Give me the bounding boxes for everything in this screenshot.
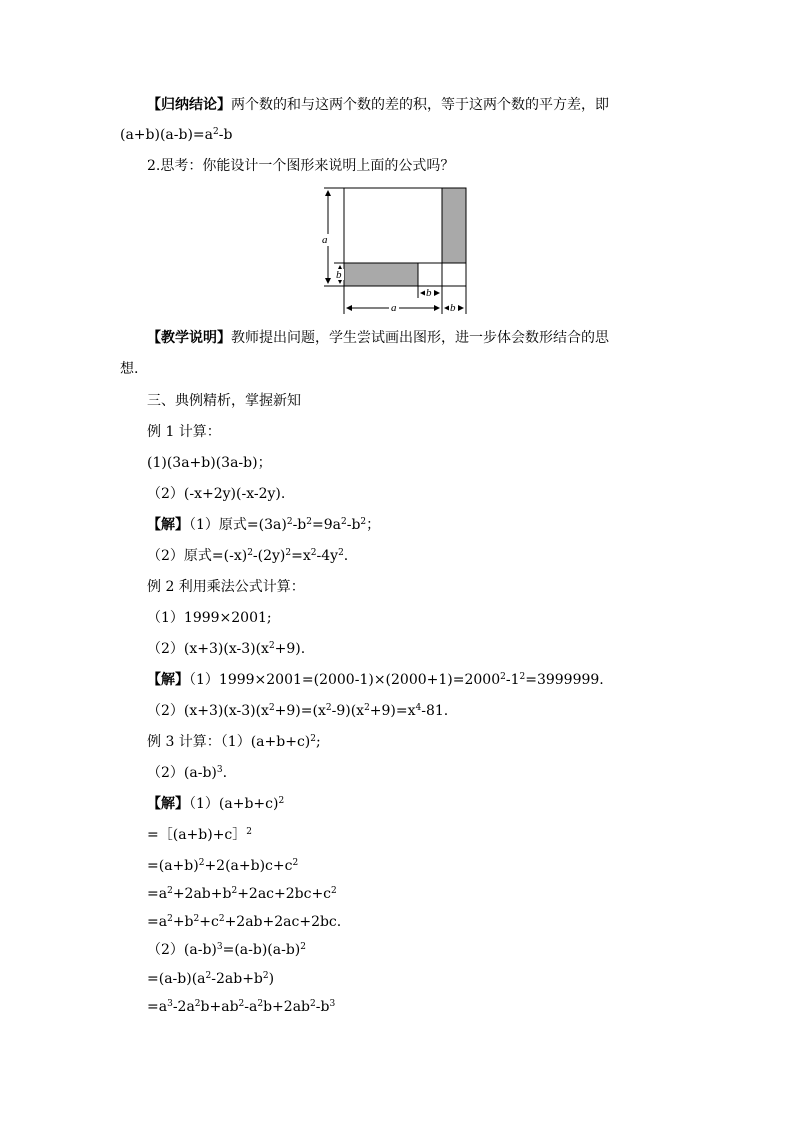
- example3-solution-2: $(2)(a-b)^3=(a-b)(a-b)^2$: [147, 942, 306, 958]
- section-title: 三、典例精析，掌握新知: [147, 393, 301, 409]
- example3-step-7: $=(a-b)(a^2-2ab+b^2)$: [147, 971, 275, 987]
- example3-title: 例 3 计算：$(1)(a+b+c)^2$;: [147, 734, 321, 750]
- example3-step-3: $=(a+b)^2+2(a+b)c+c^2$: [147, 858, 299, 874]
- label-a-horizontal: a: [391, 302, 397, 314]
- conclusion-line: [147, 96, 609, 114]
- example1-solution-2: （2）原式$=(-x)^2-(2y)^2=x^2-4y^2$.: [147, 548, 349, 564]
- example2-solution-1: 【解】$(1)1999\times 2001=(2000-1)\times(2000+1)=2000^2-1^2=3999999$.: [147, 672, 604, 688]
- example1-q2: （2）(-x+2y)(-x-2y).: [147, 486, 286, 502]
- example3-q2: $(2)(a-b)^3$.: [147, 765, 228, 781]
- example2-solution-2: $(2)(x+3)(x-3)(x^2+9)=(x^2-9)(x^2+9)=x^4-81$.: [147, 703, 449, 719]
- example1-title: 例 1 计算：: [147, 424, 221, 440]
- example3-step-2: =［(a+b)+c］$^2$: [147, 827, 252, 843]
- teaching-note-cont: 想.: [120, 361, 139, 377]
- label-a-vertical: a: [322, 234, 328, 246]
- think-question: 2.思考：你能设计一个图形来说明上面的公式吗？: [147, 158, 455, 174]
- label-b-inner: b: [426, 287, 432, 299]
- shaded-right-strip: [442, 188, 466, 263]
- label-b-right: b: [450, 302, 456, 314]
- example3-solution-1: 【解】$(1)(a+b+c)^2$: [147, 796, 285, 812]
- label-b-vertical: b: [336, 269, 342, 281]
- example1-q1: (1)(3a+b)(3a-b)；: [147, 455, 272, 471]
- conclusion-formula: $(a+b)(a-b)=a^2-b$: [120, 127, 233, 143]
- example3-step-5: $=a^2+b^2+c^2+2ab+2ac+2bc$.: [147, 914, 342, 930]
- conclusion-tag: 【归纳结论】: [147, 97, 231, 113]
- example2-q1: （1）1999×2001;: [147, 610, 272, 626]
- conclusion-text: 两个数的和与这两个数的差的积，等于这两个数的平方差，即: [231, 97, 609, 113]
- example1-solution-1: 【解】（1）原式$=(3a)^2-b^2=9a^2-b^2$；: [147, 517, 381, 533]
- teaching-note: 【教学说明】教师提出问题，学生尝试画出图形，进一步体会数形结合的思: [147, 330, 609, 346]
- example3-step-8: $=a^3-2a^2b+ab^2-a^2b+2ab^2-b^3$: [147, 999, 336, 1015]
- example3-step-4: $=a^2+2ab+b^2+2ac+2bc+c^2$: [147, 886, 337, 902]
- difference-of-squares-figure: [316, 182, 476, 318]
- example2-q2: $(2)(x+3)(x-3)(x^2+9)$.: [147, 641, 306, 657]
- shaded-bottom-strip: [344, 263, 418, 286]
- example2-title: 例 2 利用乘法公式计算：: [147, 579, 305, 595]
